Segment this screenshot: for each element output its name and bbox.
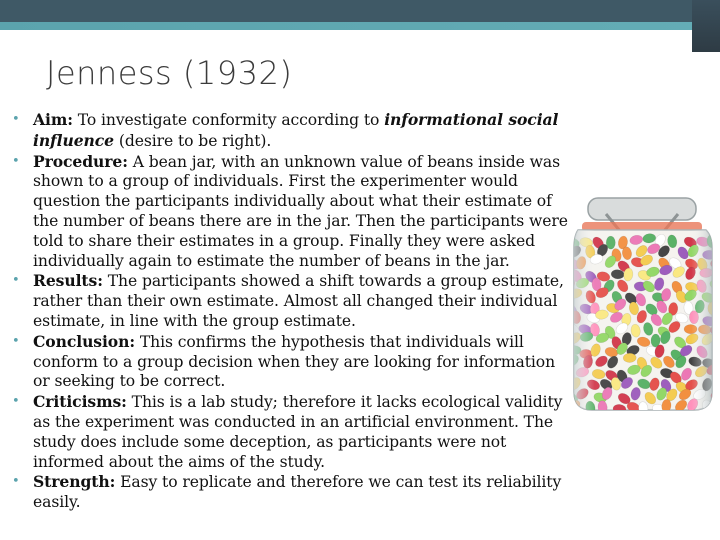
bullet-strength [12, 472, 572, 513]
bullet-text: The participants showed a shift towards a group estimate, rather than their own estimate. Almost all changed their individual estimate, in line with the group estimate. [33, 272, 564, 330]
bullet-results [12, 271, 572, 331]
bullet-marker: • [12, 474, 20, 490]
header-bar [0, 0, 720, 22]
bullet-conclusion [12, 332, 572, 392]
bullet-text: This is a lab study; therefore it lacks ecological validity as the experiment was conducted in an artificial environment. The study does include some deception, as participants were not informed about the aims of the study. [33, 393, 563, 471]
jelly-bean-jar-image [566, 196, 718, 414]
bullet-marker: • [12, 273, 20, 289]
bullet-procedure [12, 152, 572, 272]
bullet-marker: • [12, 333, 20, 349]
bullet-criticisms [12, 392, 572, 472]
bullet-text: A bean jar, with an unknown value of beans inside was shown to a group of individuals. First the experimenter would question the participants individually about what their estimate of the number of beans there are in the jar. Then the participants were told to share their estimates in a group. Finally they were asked individually again to estimate the number of beans in the jar. [33, 152, 568, 270]
bullet-term: Conclusion: [33, 331, 136, 351]
bullet-list [12, 110, 572, 513]
bullet-marker: • [12, 394, 20, 410]
jar-lid [588, 198, 696, 220]
jar-glass-highlight [574, 230, 712, 410]
header-accent-stripe [0, 22, 720, 30]
bullet-term: Strength: [33, 472, 116, 492]
bullet-term: Procedure: [33, 151, 128, 171]
header-corner-block [692, 0, 720, 52]
bullet-term: Results: [33, 271, 103, 291]
bullet-text: Easy to replicate and therefore we can test its reliability easily. [33, 473, 562, 512]
slide-title: Jenness (1932) [46, 54, 293, 92]
bullet-text: To investigate conformity according to [72, 111, 385, 129]
bullet-text: This confirms the hypothesis that individuals will conform to a group decision when they are looking for information or seeking to be correct. [33, 332, 556, 391]
bullet-aim [12, 110, 572, 152]
bullet-marker: • [12, 112, 20, 127]
bullet-marker: • [12, 153, 20, 169]
bullet-term: Aim: [33, 110, 73, 129]
bullet-term: Criticisms: [33, 392, 127, 412]
bullet-emphasis: informational social influence [33, 110, 559, 150]
bullet-text: (desire to be right). [114, 131, 272, 150]
